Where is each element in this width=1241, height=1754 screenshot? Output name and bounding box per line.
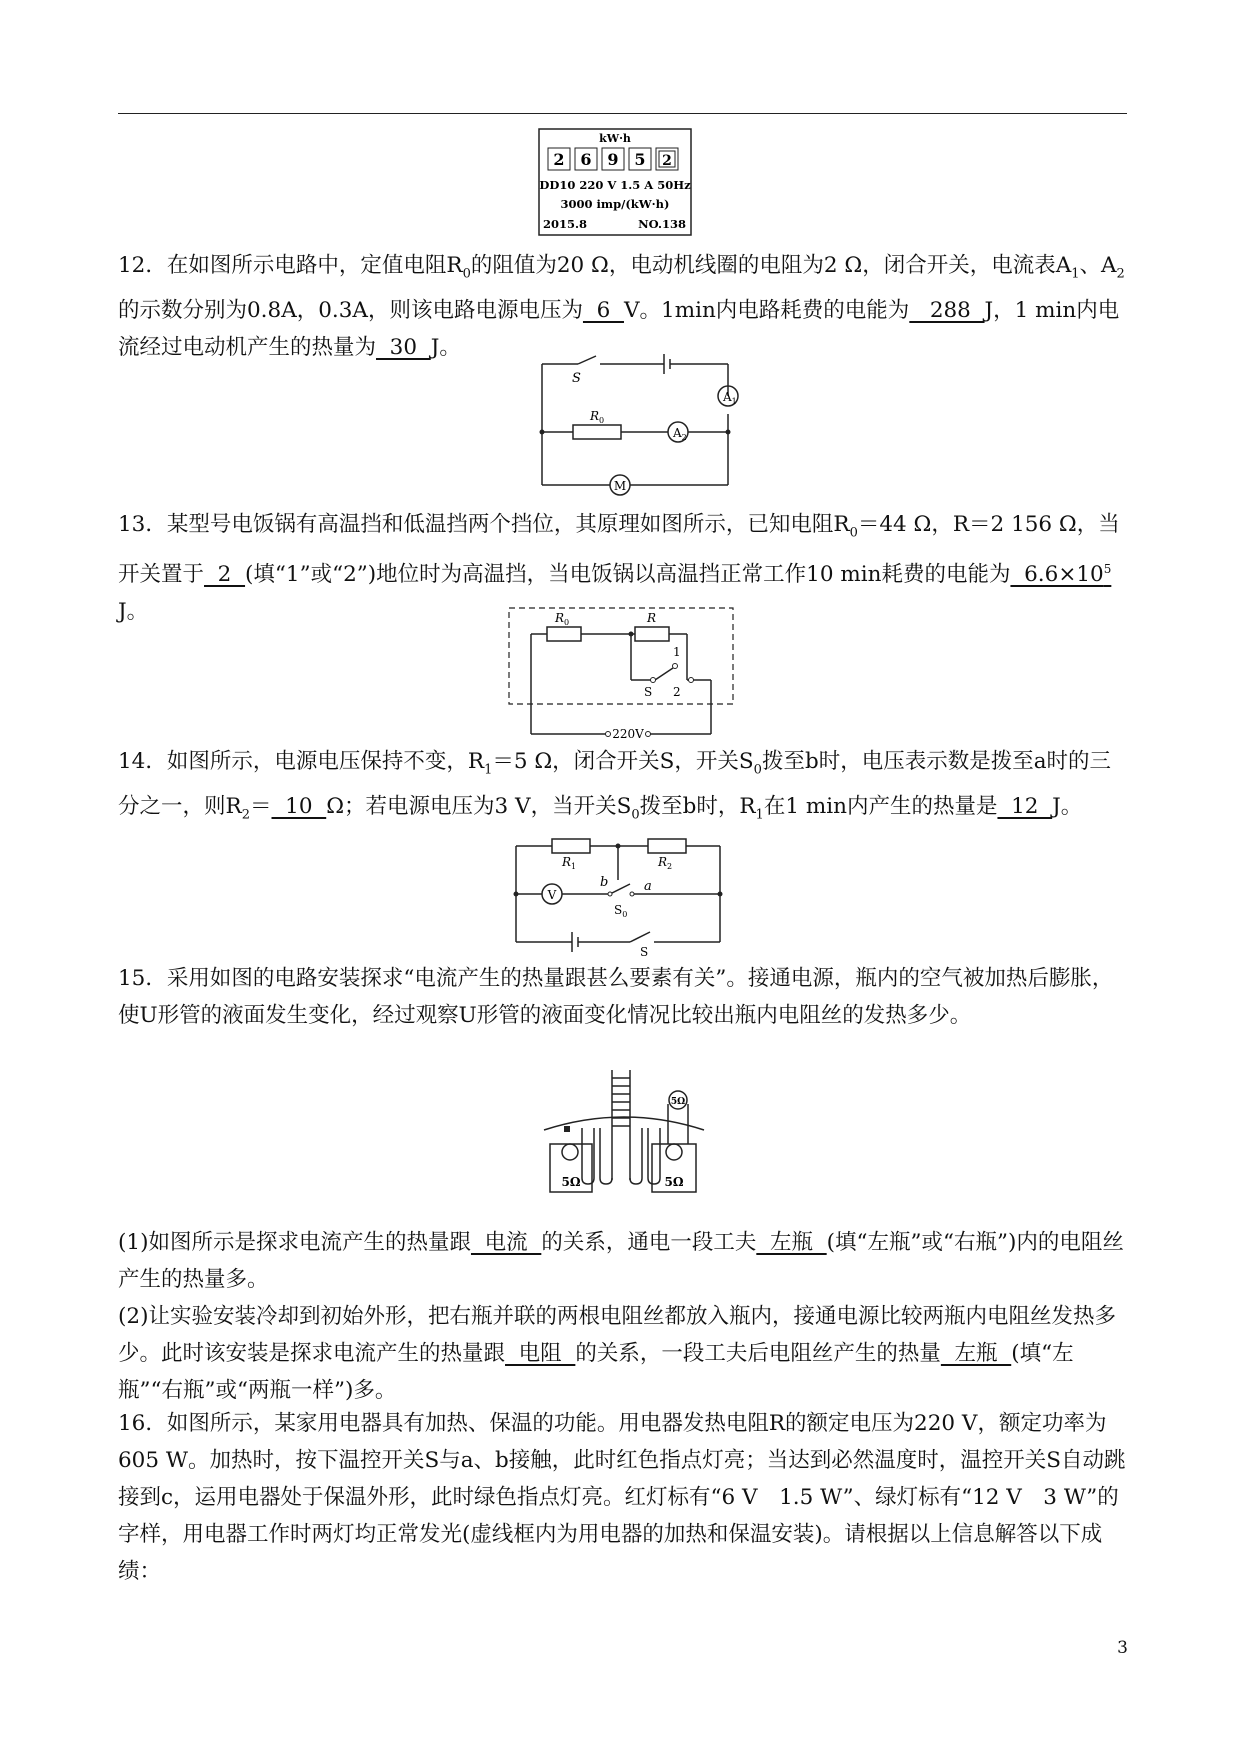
meter-imp: 3000 imp/(kW·h)	[560, 197, 670, 211]
resistor-r1-label: $R_1$	[562, 855, 577, 871]
page-number: 3	[1117, 1638, 1128, 1658]
switch-label: S	[572, 371, 581, 386]
answer-blank: 6	[582, 298, 624, 324]
circuit-diagram-q13	[505, 604, 741, 744]
answer-blank: 30	[376, 335, 431, 361]
meter-unit: kW·h	[599, 132, 631, 145]
switch-pos-1: 1	[673, 645, 681, 659]
outside-resistor: 5Ω	[670, 1097, 686, 1107]
switch-label: S	[644, 685, 653, 699]
joule-heating-apparatus-figure	[540, 1068, 708, 1198]
answer-blank: 电流	[470, 1230, 542, 1255]
meter-digit: 2	[553, 150, 565, 169]
switch-s0-label: $S_0$	[614, 903, 628, 919]
answer-blank: $6.6\times 10^5$	[1010, 562, 1112, 588]
switch-s-label: S	[640, 945, 649, 958]
question-12: 12．在如图所示电路中，定值电阻$R_0$的阻值为20 Ω，电动机线圈的电阻为2 Ω，闭合开关，电流表$A_1$、$A_2$的示数分别为0.8A，0.3A，则该电路电源电压为 6 V。1min内电路耗费的电能为 288 J，1 min内电流经过电动机产生的热量为 30 J。	[118, 253, 1125, 361]
question-15-part-1: (1)如图所示是探求电流产生的热量跟 电流 的关系，通电一段工夫 左瓶 (填“左瓶”或“右瓶”)内的电阻丝产生的热量多。	[118, 1230, 1124, 1292]
switch-pos-2: 2	[673, 685, 681, 699]
question-13: 13．某型号电饭锅有高温挡和低温挡两个挡位，其原理如图所示，已知电阻$R_0=44$ Ω，R＝2 156 Ω，当开关置于 2 (填“1”或“2”)地位时为高温挡，当电饭锅以高温挡正常工作10 min耗费的电能为 $6.6\times 10^5$ J。	[118, 512, 1120, 625]
meter-digit: 2	[662, 153, 672, 169]
circuit-diagram-q12	[530, 352, 760, 497]
resistor-r2-label: $R_2$	[658, 855, 673, 871]
meter-serial: NO.138	[638, 217, 686, 231]
resistor-r0-label: $R_0$	[590, 409, 605, 425]
question-15-intro: 15．采用如图的电路安装探求“电流产生的热量跟甚么要素有关”。接通电源，瓶内的空气被加热后膨胀，使U形管的液面发生变化，经过观察U形管的液面变化情况比较出瓶内电阻丝的发热多少。	[118, 966, 1114, 1028]
ammeter-a2-label: $A_2$	[673, 426, 687, 442]
header-rule	[118, 113, 1127, 114]
meter-spec: DD10 220 V 1.5 A 50Hz	[539, 178, 691, 192]
answer-blank: 电阻	[505, 1341, 576, 1366]
meter-digit: 6	[580, 150, 592, 169]
supply-label: 220V	[612, 727, 644, 741]
resistor-r-label: R	[647, 611, 657, 625]
answer-blank: 288	[909, 298, 985, 324]
question-16: 16．如图所示，某家用电器具有加热、保温的功能。用电器发热电阻R的额定电压为220 V，额定功率为605 W。加热时，按下温控开关S与a、b接触，此时红色指点灯亮；当达到必然温度时，温控开关S自动跳接到c，运用电器处于保温外形，此时绿色指点灯亮。红灯标有“6 V 1.5 W”、绿灯标有“12 V 3 W”的字样，用电器工作时两灯均正常发光(虚线框内为用电器的加热和保温安装)。请根据以上信息解答以下成绩：	[118, 1411, 1126, 1584]
answer-blank: 左瓶	[756, 1230, 827, 1255]
voltmeter-label: V	[547, 888, 557, 902]
right-bottle-resistor: 5Ω	[664, 1175, 684, 1189]
answer-blank: 10	[271, 794, 327, 820]
answer-blank: 左瓶	[940, 1341, 1012, 1366]
answer-blank: 2	[204, 562, 246, 588]
meter-digit: 5	[634, 150, 646, 169]
contact-b-label: b	[600, 875, 609, 890]
motor-label: M	[613, 479, 627, 493]
energy-meter-figure	[538, 128, 692, 236]
circuit-diagram-q14	[510, 832, 732, 958]
contact-a-label: a	[644, 879, 652, 894]
resistor-r0-label: $R_0$	[555, 611, 570, 627]
question-15-part-2: (2)让实验安装冷却到初始外形，把右瓶并联的两根电阻丝都放入瓶内，接通电源比较两瓶内电阻丝发热多少。此时该安装是探求电流产生的热量跟 电阻 的关系，一段工夫后电阻丝产生的热量 左瓶 (填“左瓶”“右瓶”或“两瓶一样”)多。	[118, 1304, 1116, 1403]
question-14: 14．如图所示，电源电压保持不变，$R_1=5$ Ω，闭合开关S，开关$S_0$拨至b时，电压表示数是拨至a时的三分之一，则$R_2= 10$ Ω；若电源电压为3 V，当开关$S_0$拨至b时，$R_1$在1 min内产生的热量是 12 J。	[118, 749, 1112, 823]
left-bottle-resistor: 5Ω	[561, 1175, 581, 1189]
answer-blank: 12	[997, 794, 1053, 820]
meter-digit: 9	[607, 150, 619, 169]
meter-date: 2015.8	[543, 217, 588, 231]
ammeter-a1-label: $A_1$	[723, 390, 737, 406]
